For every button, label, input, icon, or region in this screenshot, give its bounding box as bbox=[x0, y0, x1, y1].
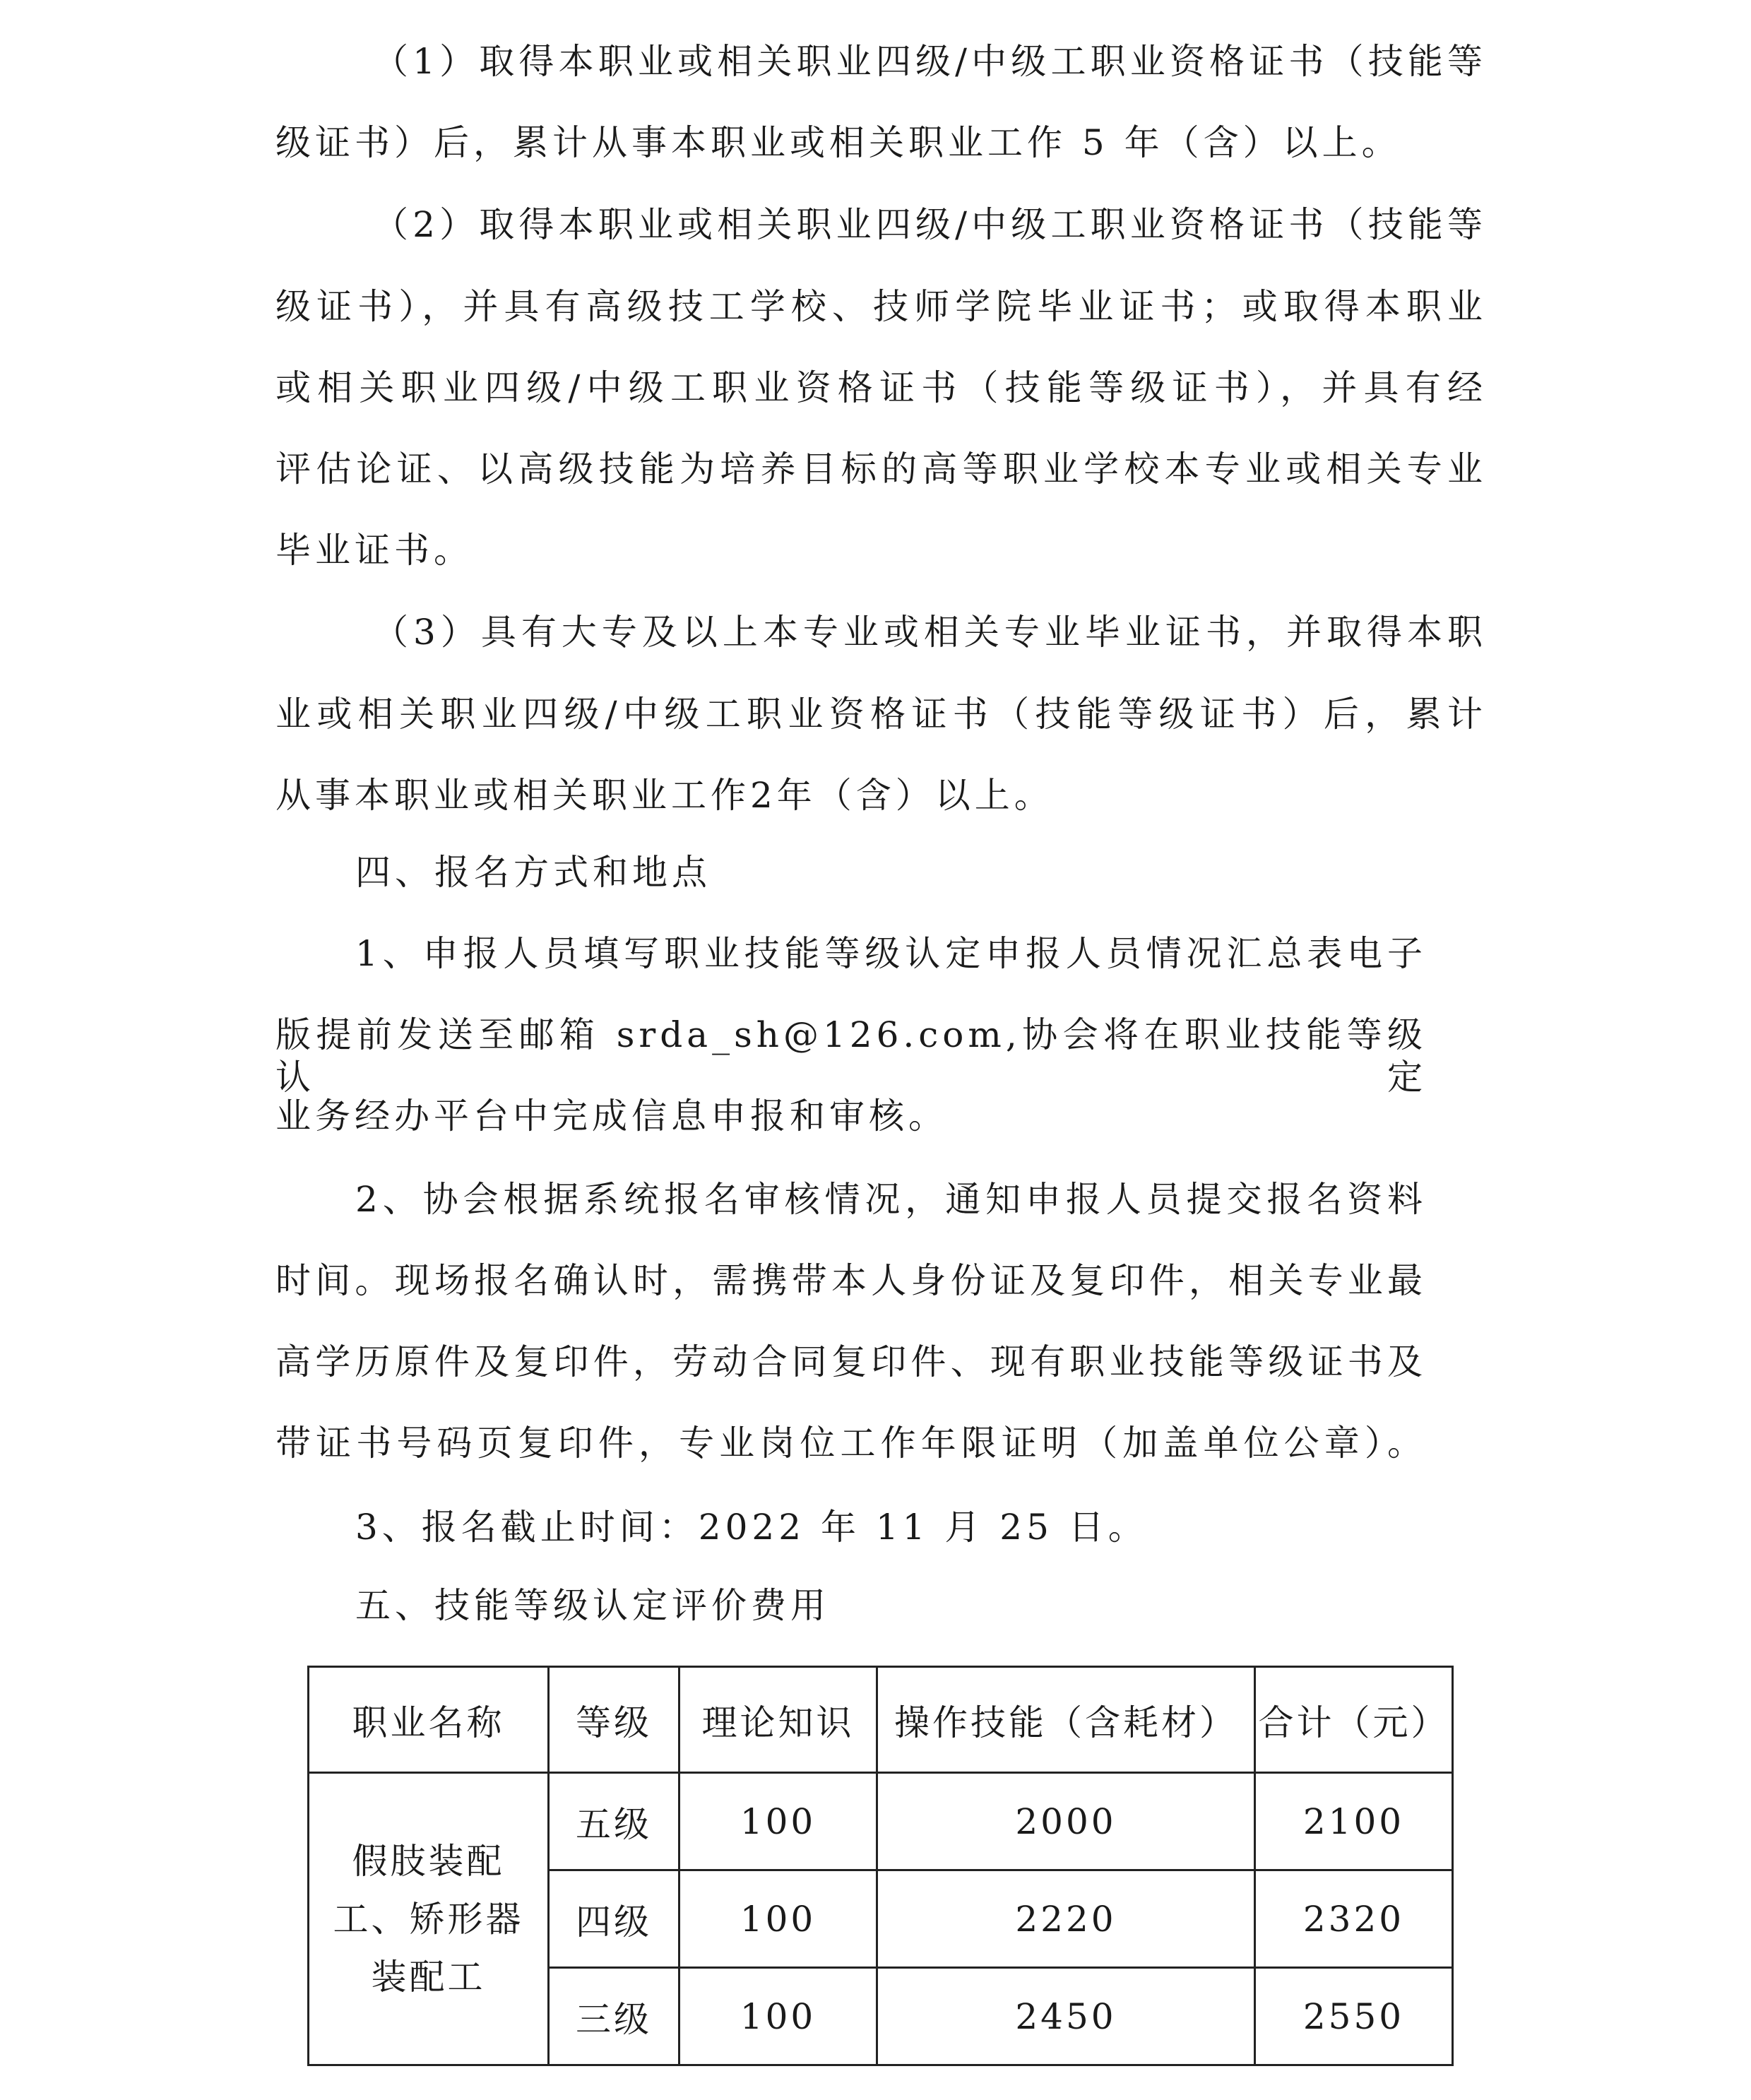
job-name-cell bbox=[309, 1773, 549, 2065]
section-5-heading: 五、技能等级认定评价费用 bbox=[355, 1585, 830, 1626]
header-level: 等级 bbox=[549, 1667, 679, 1773]
item-1-line-1: 1、申报人员填写职业技能等级认定申报人员情况汇总表电子 bbox=[355, 933, 1427, 974]
level-cell: 四级 bbox=[549, 1870, 679, 1968]
item-1-line-3: 业务经办平台中完成信息申报和审核。 bbox=[275, 1096, 948, 1137]
practice-cell: 2000 bbox=[877, 1773, 1255, 1870]
paragraph-2-line-4: 评估论证、以高级技能为培养目标的高等职业学校本专业或相关专业 bbox=[275, 449, 1487, 490]
paragraph-3-line-2: 业或相关职业四级/中级工职业资格证书（技能等级证书）后，累计 bbox=[275, 694, 1487, 735]
paragraph-2-line-1: （2）取得本职业或相关职业四级/中级工职业资格证书（技能等 bbox=[373, 204, 1487, 245]
job-name-line: 装配工 bbox=[371, 1956, 486, 1998]
theory-cell: 100 bbox=[679, 1968, 877, 2065]
total-cell: 2320 bbox=[1255, 1870, 1453, 1968]
item-2-line-4: 带证书号码页复印件，专业岗位工作年限证明（加盖单位公章）。 bbox=[275, 1423, 1427, 1464]
theory-cell: 100 bbox=[679, 1773, 877, 1870]
level-cell: 三级 bbox=[549, 1968, 679, 2065]
table-row bbox=[309, 1773, 1453, 1870]
practice-cell: 2450 bbox=[877, 1968, 1255, 2065]
paragraph-2-line-2: 级证书），并具有高级技工学校、技师学院毕业证书；或取得本职业 bbox=[275, 286, 1487, 327]
paragraph-3-line-3: 从事本职业或相关职业工作2年（含）以上。 bbox=[275, 775, 1054, 816]
job-name-line: 假肢装配 bbox=[352, 1840, 505, 1882]
paragraph-1-line-2: 级证书）后，累计从事本职业或相关职业工作 5 年（含）以上。 bbox=[275, 122, 1401, 163]
job-name-line: 工、矫形器 bbox=[333, 1898, 524, 1940]
total-cell: 2550 bbox=[1255, 1968, 1453, 2065]
paragraph-3-line-1: （3）具有大专及以上本专业或相关专业毕业证书，并取得本职 bbox=[373, 612, 1487, 653]
item-2-line-3: 高学历原件及复印件，劳动合同复印件、现有职业技能等级证书及 bbox=[275, 1341, 1427, 1382]
section-4-heading: 四、报名方式和地点 bbox=[355, 852, 711, 893]
paragraph-2-line-5: 毕业证书。 bbox=[275, 530, 473, 571]
total-cell: 2100 bbox=[1255, 1773, 1453, 1870]
header-theory: 理论知识 bbox=[679, 1667, 877, 1773]
header-practice: 操作技能（含耗材） bbox=[877, 1667, 1255, 1773]
practice-cell: 2220 bbox=[877, 1870, 1255, 1968]
item-2-line-2: 时间。现场报名确认时，需携带本人身份证及复印件，相关专业最 bbox=[275, 1260, 1427, 1301]
item-2-line-1: 2、协会根据系统报名审核情况，通知申报人员提交报名资料 bbox=[355, 1179, 1427, 1220]
header-total: 合计（元） bbox=[1255, 1667, 1453, 1773]
item-1-line-2: 版提前发送至邮箱 srda_sh@126.com,协会将在职业技能等级认定 bbox=[275, 1014, 1427, 1098]
paragraph-2-line-3: 或相关职业四级/中级工职业资格证书（技能等级证书），并具有经 bbox=[275, 367, 1487, 408]
item-3-deadline: 3、报名截止时间：2022 年 11 月 25 日。 bbox=[355, 1507, 1148, 1548]
table-header-row bbox=[309, 1667, 1453, 1773]
theory-cell: 100 bbox=[679, 1870, 877, 1968]
header-job-name: 职业名称 bbox=[309, 1667, 549, 1773]
paragraph-1-line-1: （1）取得本职业或相关职业四级/中级工职业资格证书（技能等 bbox=[373, 41, 1487, 82]
fee-table bbox=[307, 1666, 1454, 2066]
level-cell: 五级 bbox=[549, 1773, 679, 1870]
